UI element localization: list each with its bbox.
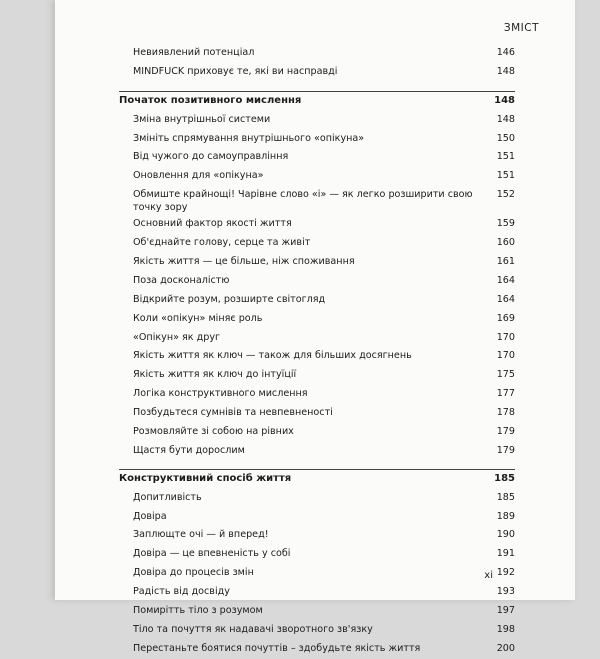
toc-entry — [119, 186, 515, 215]
toc-entry-page: 146 — [496, 47, 515, 58]
toc-entry-title: Основний фактор якості життя — [133, 218, 292, 230]
toc-entry-page: 170 — [496, 350, 515, 362]
toc-entry-page: 179 — [496, 444, 515, 456]
toc-entry-page: 190 — [496, 529, 515, 541]
toc-entry-page: 198 — [496, 623, 515, 635]
toc-entry-title: Довіра — це впевненість у собі — [133, 548, 291, 560]
toc-entry-title: Довіра до процесів змін — [133, 567, 254, 579]
toc-entry-title: Розмовляйте зі собою на рівних — [133, 426, 294, 438]
toc-entry-page: 152 — [496, 189, 515, 201]
toc-entry — [119, 442, 515, 461]
toc-entry — [119, 545, 515, 564]
toc-entry — [119, 404, 515, 423]
toc-entry — [119, 508, 515, 527]
toc-entry-page: 169 — [496, 312, 515, 324]
toc-entry-title: Відкрийте розум, розширте світогляд — [133, 293, 326, 305]
toc-entry — [119, 423, 515, 442]
toc-entry-title: Коли «опікун» міняє роль — [133, 312, 263, 324]
toc-entry-page: 192 — [496, 567, 515, 579]
toc-entry — [119, 148, 515, 167]
toc-entry-title: Від чужого до самоуправління — [133, 151, 289, 163]
toc-entry — [119, 167, 515, 186]
toc-entry-title: Якість життя — це більше, ніж споживання — [133, 256, 355, 268]
toc-entry-page: 151 — [496, 151, 515, 163]
toc-entry-page: 148 — [496, 113, 515, 125]
toc-entry-title: Оновлення для «опікуна» — [133, 170, 264, 182]
table-of-contents — [119, 44, 515, 659]
toc-entry — [119, 640, 515, 659]
toc-entry-page: 148 — [496, 65, 515, 77]
toc-entry — [119, 291, 515, 310]
toc-entry-page: 159 — [496, 218, 515, 230]
toc-entry-title: Позбудьтеся сумнівів та невпевненості — [133, 407, 333, 419]
toc-entry-page: 197 — [496, 605, 515, 617]
toc-entry-page: 200 — [496, 642, 515, 654]
toc-entry-title: Допитливість — [133, 491, 202, 503]
toc-entry-title: Змініть спрямування внутрішнього «опікуна» — [133, 132, 365, 144]
toc-section — [119, 469, 515, 489]
toc-entry-title: «Опікун» як друг — [133, 331, 221, 343]
toc-entry-page: 193 — [496, 586, 515, 598]
toc-entry — [119, 234, 515, 253]
toc-entry — [119, 310, 515, 329]
toc-entry — [119, 347, 515, 366]
toc-entry-title: Обмиште крайнощі! Чарівне слово «і» — як легко розширити свою точку зору — [133, 189, 473, 213]
toc-entry-page: 177 — [496, 388, 515, 400]
toc-section-title: Початок позитивного мислення — [119, 94, 302, 106]
toc-entry-title: Поза досконалістю — [133, 274, 230, 286]
toc-entry-title: Перестаньте боятися почуттів – здобудьте якість життя — [133, 642, 421, 654]
toc-entry-title: Заплющте очі — й вперед! — [133, 529, 269, 541]
toc-entry-title: Невиявлений потенціал — [133, 47, 255, 58]
toc-entry — [119, 272, 515, 291]
toc-entry — [119, 130, 515, 149]
toc-entry-page: 170 — [496, 331, 515, 343]
toc-entry — [119, 253, 515, 272]
toc-section — [119, 91, 515, 111]
toc-entry — [119, 621, 515, 640]
toc-entry — [119, 215, 515, 234]
toc-entry — [119, 329, 515, 348]
toc-entry-page: 164 — [496, 274, 515, 286]
toc-entry-page: 179 — [496, 426, 515, 438]
toc-entry-title: Якість життя як ключ до інтуїції — [133, 369, 297, 381]
toc-entry — [119, 44, 515, 63]
toc-entry-title: Об'єднайте голову, серце та живіт — [133, 237, 311, 249]
toc-section-page: 148 — [494, 94, 515, 106]
toc-entry-title: MINDFUCK приховує те, які ви насправді — [133, 65, 338, 77]
toc-entry-title: Логіка конструктивного мислення — [133, 388, 308, 400]
toc-entry — [119, 63, 515, 82]
toc-entry-title: Якість життя як ключ — також для більших досягнень — [133, 350, 412, 362]
toc-entry-page: 161 — [496, 256, 515, 268]
toc-entry-title: Щастя бути дорослим — [133, 444, 245, 456]
toc-entry-page: 185 — [496, 491, 515, 503]
toc-entry-page: 175 — [496, 369, 515, 381]
page-number: xi — [484, 570, 493, 581]
toc-entry-title: Зміна внутрішньої системи — [133, 113, 271, 125]
toc-entry-page: 160 — [496, 237, 515, 249]
toc-entry-page: 191 — [496, 548, 515, 560]
book-page — [55, 0, 575, 654]
toc-entry — [119, 489, 515, 508]
toc-entry-page: 189 — [496, 510, 515, 522]
toc-entry — [119, 526, 515, 545]
toc-entry — [119, 111, 515, 130]
toc-entry — [119, 564, 515, 583]
toc-entry-page: 150 — [496, 132, 515, 144]
toc-entry-page: 164 — [496, 293, 515, 305]
toc-entry — [119, 583, 515, 602]
toc-entry-title: Помирітть тіло з розумом — [133, 605, 263, 617]
toc-section-title: Конструктивний спосіб життя — [119, 472, 292, 484]
running-head: ЗМІСТ — [503, 22, 539, 34]
toc-entry-title: Тіло та почуття як надавачі зворотного зв'язку — [133, 623, 373, 635]
toc-section-page: 185 — [494, 472, 515, 484]
toc-entry — [119, 602, 515, 621]
toc-entry-title: Радість від досвіду — [133, 586, 230, 598]
toc-entry-page: 151 — [496, 170, 515, 182]
toc-entry — [119, 385, 515, 404]
toc-entry-title: Довіра — [133, 510, 167, 522]
toc-entry — [119, 366, 515, 385]
toc-entry-page: 178 — [496, 407, 515, 419]
